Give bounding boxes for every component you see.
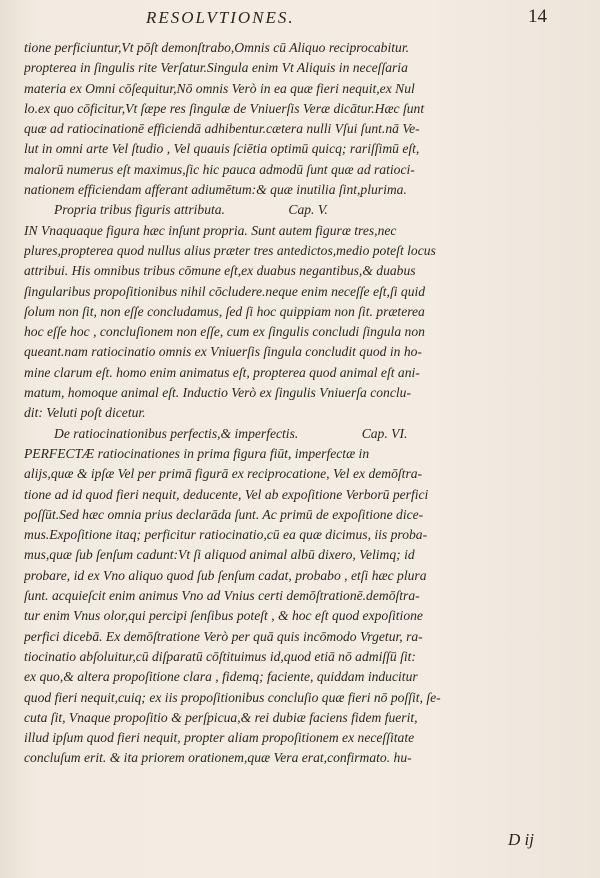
text-line: tione ad id quod fieri nequit, deducente, Vel ab expoſitione Verborū perfici [24, 486, 429, 502]
chapter-number: Cap. V. [288, 202, 328, 218]
text-line: lo.ex quo cōficitur,Vt ſæpe res ſingulæ de Vniuerſis Veræ dicātur.Hæc ſunt [24, 100, 425, 116]
text-line: malorū numerus eſt maximus,ſic hic pauca admodū ſunt quæ ad ratioci- [24, 161, 415, 177]
text-line: mus,quæ ſub ſenſum cadunt:Vt ſi aliquod animal albū dixero, Velimq; id [24, 547, 415, 563]
text-line: illud ipſum quod fieri nequit, propter aliam propoſitionem ex neceſſitate [24, 730, 415, 746]
running-head: RESOLVTIONES. [146, 8, 295, 27]
text-line: quod fieri nequit,cuiq; ex iis propoſitionibus concluſio quæ fieri nō poſſit, ſe- [24, 689, 441, 705]
text-line: queant.nam ratiocinatio omnis ex Vniuerſis ſingula concludit quod in ho- [24, 344, 422, 360]
chapter-title: Propria tribus figuris attributa. [54, 202, 225, 218]
text-line: nationem efficiendam afferant adiumētum:& quæ inutilia ſint,plurima. [24, 182, 407, 198]
text-line: cuta ſit, Vnaque propoſitio & perſpicua,& rei dubiæ faciens fidem fuerit, [24, 709, 418, 725]
text-line: attribui. His omnibus tribus cōmune eſt,ex duabus negantibus,& duabus [24, 263, 416, 279]
page-number: 14 [528, 6, 547, 27]
text-line: tiocinatio abſoluitur,cū diſparatū cōſtituimus id,quod etiā nō admiſſū ſit: [24, 648, 416, 664]
text-line: materia ex Omni cōſequitur,Nō omnis Verò in ea quæ fieri nequit,ex Nul [24, 80, 415, 96]
text-line: perfici dicebā. Ex demōſtratione Verò per quā quis incōmodo Vrgetur, ra- [24, 628, 423, 644]
signature-mark: D ij [508, 830, 534, 849]
text-line: concluſum erit. & ita priorem orationem,quæ Vera erat,confirmato. hu- [24, 750, 412, 766]
text-line: hoc eſſe hoc , concluſionem non eſſe, cum ex ſingulis concludi ſingula non [24, 324, 425, 340]
text-line: mus.Expoſitione itaq; perficitur ratiocinatio,cū ea quæ dicimus, iis proba- [24, 527, 428, 543]
text-line: mine clarum eſt. homo enim animatus eſt, propterea quod animal eſt ani- [24, 364, 420, 380]
text-line: poſſūt.Sed hæc omnia prius declarāda ſunt. Ac primū de expoſitione dice- [24, 506, 424, 522]
text-line: IN Vnaquaque figura hæc inſunt propria. Sunt autem figuræ tres,nec [24, 222, 397, 238]
text-line: dit: Veluti poſt dicetur. [24, 405, 146, 421]
text-line: lut in omni arte Vel ſtudio , Vel quauis ſciētia optimū quicq; rariſſimū eſt, [24, 141, 420, 157]
text-line: plures,propterea quod nullus alius præter tres antedictos,medio poteſt locus [24, 242, 436, 258]
chapter-title: De ratiocinationibus perfectis,& imperfectis. [54, 425, 299, 441]
text-line: PERFECTÆ ratiocinationes in prima figura fiūt, imperfectæ in [24, 445, 370, 461]
text-line: tione perficiuntur,Vt pōſt demonſtrabo,Omnis cū Aliquo reciprocabitur. [24, 40, 410, 55]
chapter-heading-v [24, 200, 576, 220]
text-line: quæ ad ratiocinationē efficiendā adhibentur.cætera nulli Vſui ſunt.nā Ve- [24, 121, 420, 137]
page-header [0, 0, 600, 40]
text-line: alijs,quæ & ipſæ Vel per primā figurā ex reciprocatione, Vel ex demōſtra- [24, 466, 423, 482]
body-text [24, 38, 576, 769]
text-line: ſingularibus propoſitionibus nihil cōcludere.neque enim neceſſe eſt,ſi quid [24, 283, 426, 299]
text-line: ſolum non ſit, non eſſe concludamus, ſed ſi hoc quippiam non ſit. præterea [24, 303, 425, 319]
text-line: probare, id ex Vno aliquo quod ſub ſenſum cadat, probabo , etſi hæc plura [24, 567, 427, 583]
text-line: tur enim Vnus olor,qui percipi ſenſibus poteſt , & hoc eſt quod expoſitione [24, 608, 423, 624]
text-line: matum, homoque animal eſt. Inductio Verò ex ſingulis Vniuerſa conclu- [24, 385, 411, 401]
text-line: ex quo,& altera propoſitione clara , fidemq; faciente, quiddam inducitur [24, 669, 418, 685]
text-line: ſunt. acquieſcit enim animus Vno ad Vnius certi demōſtrationē.demōſtra- [24, 588, 420, 604]
chapter-number: Cap. VI. [361, 425, 408, 441]
text-line: propterea in ſingulis rite Verſatur.Singula enim Vt Aliquis in neceſſaria [24, 60, 408, 76]
chapter-heading-vi [24, 424, 576, 444]
